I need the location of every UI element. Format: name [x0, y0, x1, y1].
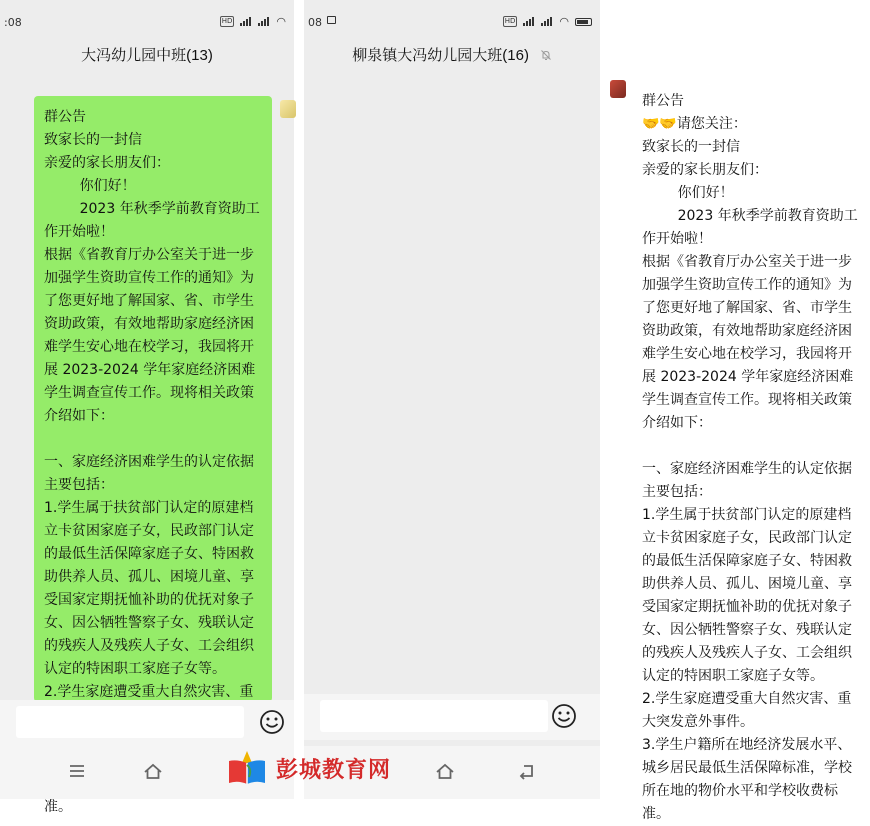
watermark-book-logo [226, 749, 268, 787]
mute-bell-icon [540, 49, 552, 61]
chat-title: 大冯幼儿园中班(13) [81, 47, 213, 64]
watermark [226, 746, 391, 790]
wifi-icon: ◠ [276, 15, 286, 28]
home-icon[interactable] [434, 762, 456, 780]
emoji-icon[interactable] [550, 702, 578, 730]
emoji-icon[interactable] [258, 708, 286, 736]
chat-title-bar [304, 44, 600, 78]
status-time: :08 [4, 16, 22, 29]
avatar[interactable] [610, 80, 626, 98]
watermark-text: 彭城教育网 [276, 756, 392, 783]
status-icons [220, 15, 286, 28]
message-input[interactable] [320, 700, 548, 732]
status-time: 08 [308, 16, 322, 29]
left-phone-screen [0, 0, 294, 815]
battery-icon [575, 18, 592, 26]
menu-icon[interactable] [66, 762, 88, 780]
message-input[interactable] [16, 706, 244, 738]
signal-icon [523, 17, 535, 26]
wifi-icon: ◠ [559, 15, 569, 28]
status-icons [503, 15, 592, 28]
status-bar [304, 0, 600, 34]
right-phone-screen [304, 0, 858, 822]
signal-icon [240, 17, 252, 26]
home-icon[interactable] [142, 762, 164, 780]
input-bar [0, 700, 294, 746]
announcement-message-bubble[interactable]: 群公告 🤝🤝请您关注： 致家长的一封信 亲爱的家长朋友们： 你们好！ 2023 年秋季学前教育资助工 作开始啦！ 根据《省教育厅办公室关于进一步 加强学生资助宣传工作的通知》为 了您更好地了解国家、省、市学生 资助政策，有效地帮助家庭经济困 难学生安心地在校学习，我园将开 展 2023-2024 学年家庭经济困难 学生调查宣传工作。现将相关政策 介绍如下： 一、家庭经济困难学生的认定依据 主要包括： 1.学生属于扶贫部门认定的原建档 立卡贫困家庭子女，民政部门认定 的最低生活保障家庭子女、特困救 助供养人员、孤儿、困境儿童、享 受国家定期抚恤补助的优抚对象子 女、因公牺牲警察子女、残联认定 的残疾人及残疾人子女、工会组织 认定的特困职工家庭子女等。 2.学生家庭遭受重大自然灾害、重 大突发意外事件。 3.学生户籍所在地经济发展水平、 城乡居民最低生活保障标准，学校 所在地的物价水平和学校收费标 准。 [632, 80, 870, 692]
input-bar [304, 694, 600, 740]
hd-icon: HD [221, 17, 233, 25]
signal-icon [541, 17, 553, 26]
hd-icon: HD [504, 17, 516, 25]
status-bar [0, 0, 294, 34]
back-icon[interactable] [516, 762, 538, 780]
signal-icon [258, 17, 270, 26]
chat-title-bar [0, 44, 294, 78]
announcement-message-bubble[interactable]: 群公告 致家长的一封信 亲爱的家长朋友们： 你们好！ 2023 年秋季学前教育资助工 作开始啦！ 根据《省教育厅办公室关于进一步 加强学生资助宣传工作的通知》为 了您更好地了解国家、省、市学生 资助政策，有效地帮助家庭经济困 难学生安心地在校学习，我园将开 展 2023-2024 学年家庭经济困难 学生调查宣传工作。现将相关政策 介绍如下： 一、家庭经济困难学生的认定依据 主要包括： 1.学生属于扶贫部门认定的原建档 立卡贫困家庭子女，民政部门认定 的最低生活保障家庭子女、特困救 助供养人员、孤儿、困境儿童、享 受国家定期抚恤补助的优抚对象子 女、因公牺牲警察子女、残联认定 的残疾人及残疾人子女、工会组织 认定的特困职工家庭子女等。 2.学生家庭遭受重大自然灾害、重 准。 [34, 96, 272, 702]
avatar[interactable] [280, 100, 296, 118]
chat-title: 柳泉镇大冯幼儿园大班(16) [352, 47, 529, 64]
notification-icon [327, 16, 336, 24]
